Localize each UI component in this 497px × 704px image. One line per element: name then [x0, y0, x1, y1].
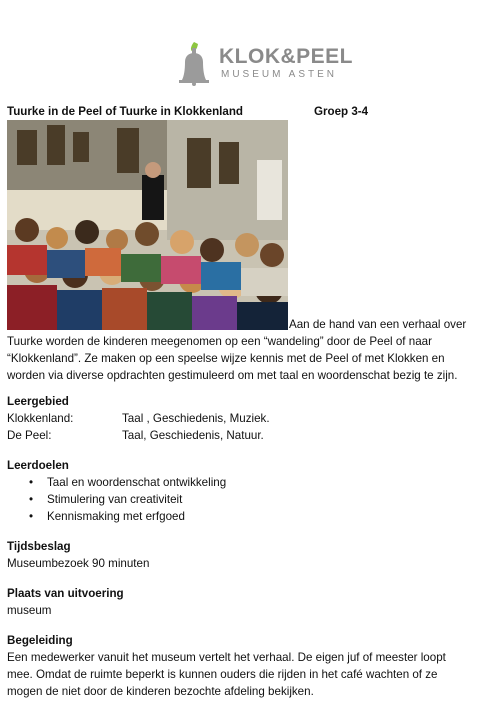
section-text: museum	[7, 604, 52, 617]
section-text: Museumbezoek 90 minuten	[7, 557, 150, 570]
museum-logo	[176, 40, 354, 88]
bullet-icon: •	[29, 493, 34, 506]
section-text: mee. Omdat de ruimte beperkt is kunnen ouders die rijden in het café wachten of ze	[7, 668, 438, 681]
list-item: • Taal en woordenschat ontwikkeling	[29, 476, 227, 489]
leergebied-row	[7, 410, 492, 427]
list-item: • Stimulering van creativiteit	[29, 493, 183, 506]
leerdoelen-list	[7, 474, 492, 525]
photo-children-listening	[7, 120, 288, 330]
leergebied-row	[7, 427, 492, 444]
list-item: • Kennismaking met erfgoed	[29, 510, 185, 523]
intro-paragraph	[7, 316, 492, 384]
museum-photo	[7, 120, 288, 330]
intro-line: Aan de hand van een verhaal over	[289, 318, 467, 331]
section-plaats	[7, 585, 492, 619]
row-label: De Peel:	[7, 429, 52, 442]
section-heading: Plaats van uitvoering	[7, 587, 124, 600]
section-heading: Leerdoelen	[7, 459, 69, 472]
intro-line: Tuurke worden de kinderen meegenomen op een “wandeling” door de Peel of naar	[7, 335, 432, 348]
intro-line: worden via diverse opdrachten gestimuleerd om met taal en woordenschat bezig te zijn.	[7, 369, 458, 382]
logo-subtitle: MUSEUM ASTEN	[221, 69, 338, 80]
bullet-icon: •	[29, 510, 34, 523]
section-text: Een medewerker vanuit het museum vertelt het verhaal. De eigen juf of meester loopt	[7, 651, 446, 664]
row-label: Klokkenland:	[7, 412, 74, 425]
bell-icon	[176, 40, 212, 86]
section-begeleiding	[7, 632, 492, 700]
logo-wordmark: KLOK&PEEL	[219, 45, 354, 68]
intro-line: “Klokkenland”. Ze maken op een speelse wijze kennis met de Peel of met Klokken en	[7, 352, 445, 365]
section-heading: Leergebied	[7, 395, 69, 408]
title-row	[7, 103, 492, 120]
section-text: mogen de niet door de kinderen bezochte afdeling bekijken.	[7, 685, 314, 698]
row-value: Taal , Geschiedenis, Muziek.	[122, 412, 270, 425]
section-tijdsbeslag	[7, 538, 492, 572]
section-leerdoelen	[7, 457, 492, 525]
page-title: Tuurke in de Peel of Tuurke in Klokkenland	[7, 105, 243, 118]
bullet-icon: •	[29, 476, 34, 489]
section-leergebied	[7, 393, 492, 444]
section-heading: Tijdsbeslag	[7, 540, 71, 553]
section-heading: Begeleiding	[7, 634, 73, 647]
group-label: Groep 3-4	[314, 105, 369, 118]
row-value: Taal, Geschiedenis, Natuur.	[122, 429, 264, 442]
